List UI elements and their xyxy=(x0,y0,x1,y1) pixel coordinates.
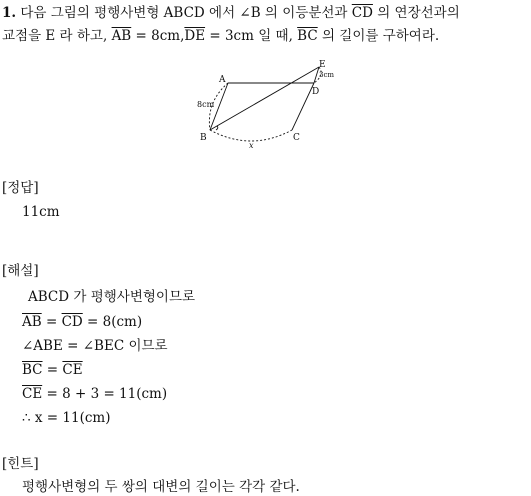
question-text-2-end: 의 길이를 구하여라. xyxy=(317,28,440,44)
answer-header: [정답] xyxy=(2,180,39,196)
solution-step-5 xyxy=(22,385,167,403)
parallelogram-figure xyxy=(0,55,531,215)
question-text: 다음 그림의 평행사변형 ABCD 에서 ∠B 의 이등분선과 xyxy=(20,5,352,21)
hint-text: 평행사변형의 두 쌍의 대변의 길이는 각각 같다. xyxy=(22,479,300,495)
question-line-1 xyxy=(2,4,460,22)
segment-bc: $\overline{BC}$ xyxy=(297,28,318,44)
step5-rest: = 8 + 3 = 11(cm) xyxy=(42,386,168,402)
segment-bc-2: $\overline{BC}$ xyxy=(22,362,43,378)
edge-dc xyxy=(292,83,314,130)
label-3cm: 3cm xyxy=(319,71,335,79)
value-ab: = 8cm, xyxy=(131,28,185,44)
question-line-2 xyxy=(2,27,439,45)
label-x: x xyxy=(249,141,254,150)
label-c: C xyxy=(293,133,300,143)
label-8cm: 8cm xyxy=(197,100,215,109)
solution-header: [해설] xyxy=(2,263,39,279)
question-number: 1. xyxy=(2,5,17,21)
answer-value: 11cm xyxy=(22,204,60,220)
equals-2: = xyxy=(42,362,63,378)
hint-header: [힌트] xyxy=(2,456,39,472)
segment-cd-2: $\overline{CD}$ xyxy=(61,314,83,330)
solution-step-4 xyxy=(22,361,83,379)
solution-step-6: ∴ x = 11(cm) xyxy=(22,410,111,426)
question-text-2a: 교점을 E 라 하고, xyxy=(2,28,112,44)
solution-step-2 xyxy=(22,313,142,331)
label-b: B xyxy=(200,133,207,143)
segment-de: $\overline{DE}$ xyxy=(184,28,206,44)
label-d: D xyxy=(312,87,320,97)
segment-ce: $\overline{CE}$ xyxy=(62,362,83,378)
step2-rest: = 8(cm) xyxy=(82,314,143,330)
solution-step-1: ABCD 가 평행사변형이므로 xyxy=(28,289,196,305)
label-e: E xyxy=(319,60,326,70)
segment-ab-2: $\overline{AB}$ xyxy=(22,314,42,330)
solution-step-3: ∠ABE = ∠BEC 이므로 xyxy=(22,338,168,354)
value-de: = 3cm 일 때, xyxy=(205,28,298,44)
bisector-be xyxy=(210,67,319,130)
equals: = xyxy=(41,314,62,330)
segment-cd: $\overline{CD}$ xyxy=(351,5,373,21)
arc-x xyxy=(210,130,292,141)
label-a: A xyxy=(219,75,226,85)
segment-ce-2: $\overline{CE}$ xyxy=(22,386,43,402)
segment-ab: $\overline{AB}$ xyxy=(111,28,132,44)
question-text-end: 의 연장선과의 xyxy=(372,5,460,21)
